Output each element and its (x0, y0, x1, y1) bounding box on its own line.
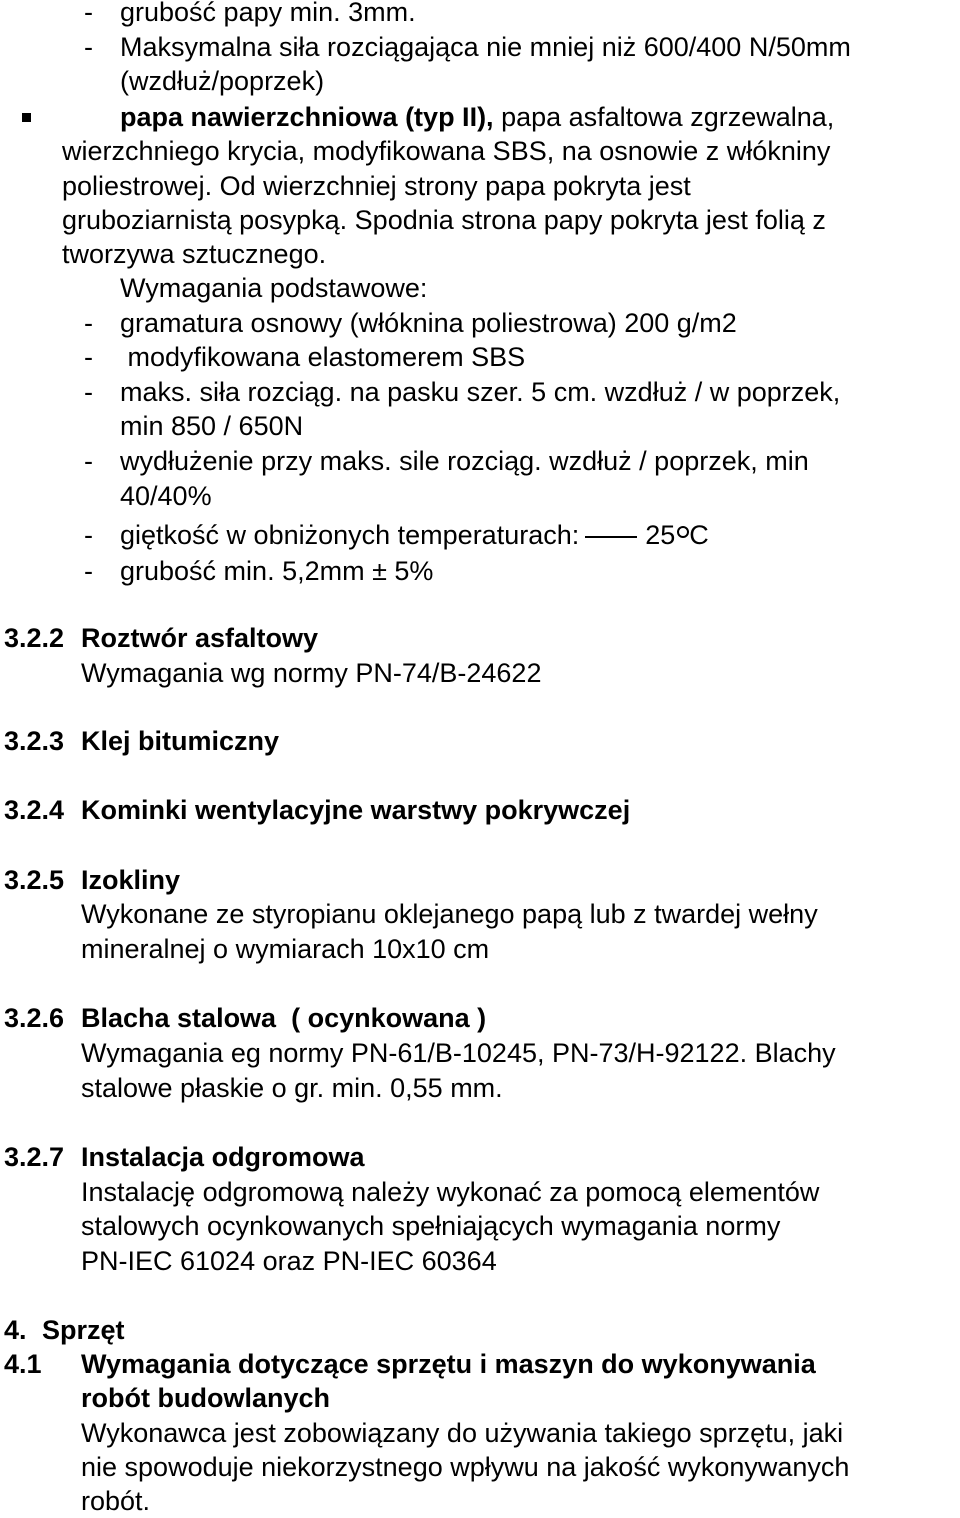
requirement-item (120, 518, 709, 552)
dash-marker: - (84, 0, 93, 27)
section-title: Klej bitumiczny (81, 726, 280, 756)
requirement-item: grubość min. 5,2mm ± 5% (120, 556, 434, 586)
dash-marker: - (84, 446, 93, 476)
dash-marker: - (84, 308, 93, 338)
section-body: mineralnej o wymiarach 10x10 cm (81, 934, 490, 964)
section-number: 3.2.4 (4, 795, 65, 825)
requirement-item-cont: 40/40% (120, 481, 212, 511)
section-title-cont: robót budowlanych (81, 1383, 330, 1413)
paragraph-text: papa asfaltowa zgrzewalna, (493, 102, 835, 132)
section-body: stalowe płaskie o gr. min. 0,55 mm. (81, 1073, 503, 1103)
bold-heading: papa nawierzchniowa (typ II), (120, 102, 494, 132)
dash-marker: - (84, 32, 93, 62)
section-body: Wykonane ze styropianu oklejanego papą lub z twardej wełny (81, 899, 818, 929)
section-body: nie spowoduje niekorzystnego wpływu na jakość wykonywanych (81, 1452, 850, 1482)
requirement-item: maks. siła rozciąg. na pasku szer. 5 cm. wzdłuż / w poprzek, (120, 377, 841, 407)
section-body: Wymagania wg normy PN-74/B-24622 (81, 658, 542, 688)
requirement-item: gramatura osnowy (włóknina poliestrowa) 200 g/m2 (120, 308, 737, 338)
dash-line (585, 536, 637, 538)
temperature-unit: C (689, 520, 709, 550)
section-number: 3.2.3 (4, 726, 65, 756)
section-title: Roztwór asfaltowy (81, 623, 319, 653)
section-number: 3.2.5 (4, 865, 65, 895)
list-item-tensile-force-cont: (wzdłuż/poprzek) (120, 66, 325, 96)
paragraph-line: wierzchniego krycia, modyfikowana SBS, na osnowie z włókniny (62, 136, 831, 166)
requirement-item-cont: min 850 / 650N (120, 411, 304, 441)
chapter-number: 4. (4, 1315, 27, 1345)
section-number: 3.2.7 (4, 1142, 65, 1172)
paragraph-line: gruboziarnistą posypką. Spodnia strona papy pokryta jest folią z (62, 205, 826, 235)
requirement-item: wydłużenie przy maks. sile rozciąg. wzdłuż / poprzek, min (120, 446, 809, 476)
dash-marker: - (84, 556, 93, 586)
section-number: 4.1 (4, 1349, 42, 1379)
paragraph-line (120, 100, 834, 134)
list-item-tensile-force: Maksymalna siła rozciągająca nie mniej niż 600/400 N/50mm (120, 32, 851, 62)
requirement-item: modyfikowana elastomerem SBS (120, 342, 526, 372)
section-title: Wymagania dotyczące sprzętu i maszyn do wykonywania (81, 1349, 816, 1379)
degree-icon (677, 526, 689, 538)
paragraph-line: tworzywa sztucznego. (62, 239, 327, 269)
temperature-value: 25 (645, 520, 676, 550)
dash-marker: - (84, 342, 93, 372)
requirements-title: Wymagania podstawowe: (120, 273, 428, 303)
section-title: Instalacja odgromowa (81, 1142, 365, 1172)
section-body: Wymagania eg normy PN-61/B-10245, PN-73/H-92122. Blachy (81, 1038, 836, 1068)
chapter-title: Sprzęt (42, 1315, 125, 1345)
requirement-text: giętkość w obniżonych temperaturach: (120, 520, 580, 550)
square-bullet-icon (22, 113, 31, 122)
section-title: Kominki wentylacyjne warstwy pokrywczej (81, 795, 631, 825)
section-body: stalowych ocynkowanych spełniających wymagania normy (81, 1211, 781, 1241)
section-number: 3.2.6 (4, 1003, 65, 1033)
section-body: PN-IEC 61024 oraz PN-IEC 60364 (81, 1246, 497, 1276)
section-title: Blacha stalowa ( ocynkowana ) (81, 1003, 487, 1033)
dash-marker: - (84, 520, 93, 550)
section-body: Wykonawca jest zobowiązany do używania takiego sprzętu, jaki (81, 1418, 844, 1448)
list-item-thickness: grubość papy min. 3mm. (120, 0, 416, 27)
section-number: 3.2.2 (4, 623, 65, 653)
section-title: Izokliny (81, 865, 181, 895)
section-body: Instalację odgromową należy wykonać za pomocą elementów (81, 1177, 820, 1207)
section-body: robót. (81, 1486, 151, 1516)
paragraph-line: poliestrowej. Od wierzchniej strony papa pokryta jest (62, 171, 691, 201)
dash-marker: - (84, 377, 93, 407)
